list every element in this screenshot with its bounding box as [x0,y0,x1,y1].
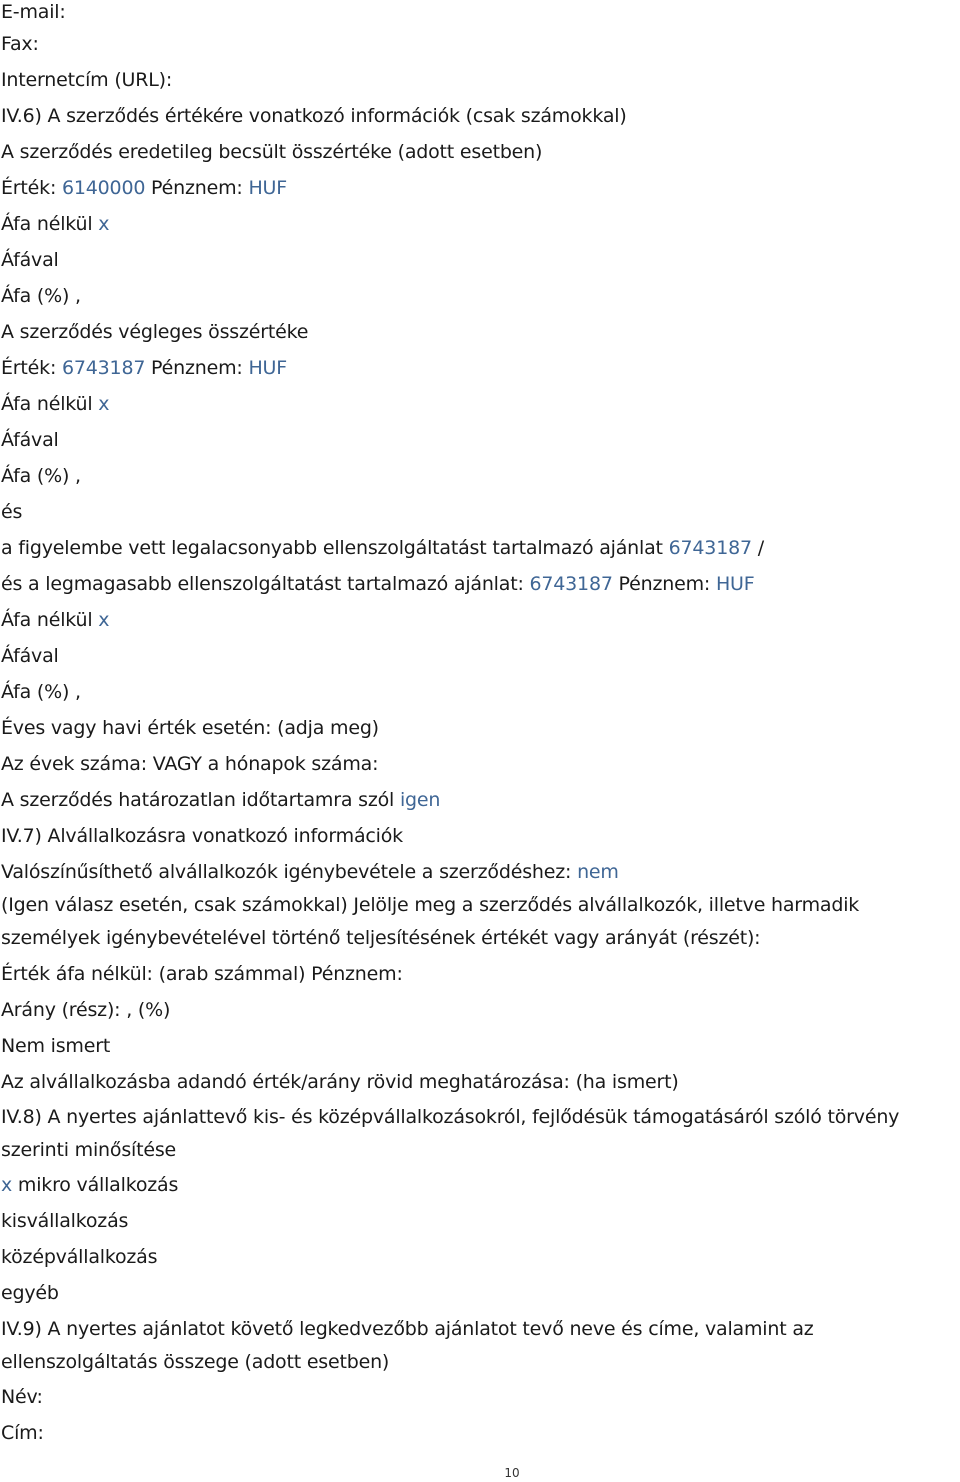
text-line [1,68,172,92]
label-text: IV.9) A nyertes ajánlatot követő legkedvezőbb ajánlatot tevő neve és címe, valamint az [1,1318,814,1340]
label-text: A szerződés végleges összértéke [1,321,309,343]
text-line [1,392,109,416]
field-value: 6743187 [668,537,752,559]
label-text: Érték: [1,357,62,379]
text-line [1,140,542,164]
label-text: Érték: [1,177,62,199]
field-value: x [98,213,110,235]
label-text: Pénznem: [145,177,249,199]
field-value: 6743187 [529,573,613,595]
text-line [1,1034,110,1058]
field-value: 6743187 [62,357,146,379]
text-line [1,1385,43,1409]
text-line [1,32,39,56]
label-text: Arány (rész): , (%) [1,999,171,1021]
field-value: HUF [248,177,287,199]
text-line [1,212,109,236]
field-value: igen [399,789,441,811]
label-text: Áfával [1,429,59,451]
label-text: Pénznem: [612,573,716,595]
label-text: Nem ismert [1,1035,111,1057]
label-text: IV.8) A nyertes ajánlattevő kis- és középvállalkozásokról, fejlődésük támogatásáról szóló törvény [1,1106,900,1128]
label-text: és a legmagasabb ellenszolgáltatást tartalmazó ajánlat: [1,573,530,595]
text-line [1,1317,814,1341]
label-text: Áfával [1,249,59,271]
text-line [1,998,170,1022]
text-line [1,176,287,200]
text-line [1,536,764,560]
label-text: ellenszolgáltatás összege (adott esetben) [1,1351,390,1373]
text-line [1,248,59,272]
label-text: Valószínűsíthető alvállalkozók igénybevétele a szerződéshez: [1,861,578,883]
text-line [1,500,22,524]
text-line [1,428,59,452]
field-value: 6140000 [62,177,146,199]
text-line [1,788,440,812]
label-text: / [751,537,764,559]
label-text: E-mail: [1,1,66,23]
label-text: Áfa nélkül [1,609,99,631]
text-line [1,716,379,740]
label-text: Áfa (%) , [1,465,81,487]
text-line [1,356,287,380]
text-line [1,1281,59,1305]
label-text: IV.7) Alvállalkozásra vonatkozó információk [1,825,403,847]
label-text: Az alvállalkozásba adandó érték/arány rövid meghatározása: (ha ismert) [1,1071,679,1093]
label-text: kisvállalkozás [1,1210,129,1232]
label-text: Fax: [1,33,39,55]
field-value: x [1,1174,13,1196]
label-text: A szerződés eredetileg becsült összértéke (adott esetben) [1,141,543,163]
text-line [1,320,308,344]
field-value: x [98,393,110,415]
field-value: nem [577,861,619,883]
text-line [1,1350,389,1374]
label-text: Áfa nélkül [1,213,99,235]
text-line [1,680,81,704]
text-line [1,0,66,24]
label-text: a figyelembe vett legalacsonyabb ellenszolgáltatást tartalmazó ajánlat [1,537,669,559]
field-value: HUF [248,357,287,379]
label-text: Cím: [1,1422,44,1444]
text-line [1,104,627,128]
label-text: IV.6) A szerződés értékére vonatkozó információk (csak számokkal) [1,105,627,127]
text-line [1,1421,44,1445]
text-line [1,860,619,884]
text-line [1,752,378,776]
label-text: Érték áfa nélkül: (arab számmal) Pénznem: [1,963,403,985]
field-value: x [98,609,110,631]
label-text: Áfával [1,645,59,667]
label-text: egyéb [1,1282,59,1304]
text-line [1,1138,176,1162]
text-line [1,608,109,632]
text-line [1,644,59,668]
text-line [1,1173,178,1197]
label-text: Áfa (%) , [1,681,81,703]
label-text: A szerződés határozatlan időtartamra szól [1,789,400,811]
label-text: Éves vagy havi érték esetén: (adja meg) [1,717,379,739]
label-text: középvállalkozás [1,1246,158,1268]
label-text: Pénznem: [145,357,249,379]
text-line [1,1070,679,1094]
text-line [1,284,81,308]
page-number: 10 [504,1466,520,1480]
label-text: és [1,501,23,523]
label-text: szerinti minősítése [1,1139,177,1161]
text-line [1,464,81,488]
text-line [1,893,859,917]
label-text: mikro vállalkozás [12,1174,179,1196]
label-text: Internetcím (URL): [1,69,173,91]
text-line [1,962,403,986]
label-text: (Igen válasz esetén, csak számokkal) Jelölje meg a szerződés alvállalkozók, illetve harmadik [1,894,860,916]
field-value: HUF [715,573,755,595]
text-line [1,1105,899,1129]
label-text: Név: [1,1386,43,1408]
text-line [1,926,760,950]
text-line [1,1245,157,1269]
label-text: Áfa nélkül [1,393,99,415]
text-line [1,824,403,848]
text-line [1,572,754,596]
label-text: Az évek száma: VAGY a hónapok száma: [1,753,379,775]
label-text: személyek igénybevételével történő teljesítésének értékét vagy arányát (részét): [1,927,761,949]
text-line [1,1209,128,1233]
label-text: Áfa (%) , [1,285,81,307]
